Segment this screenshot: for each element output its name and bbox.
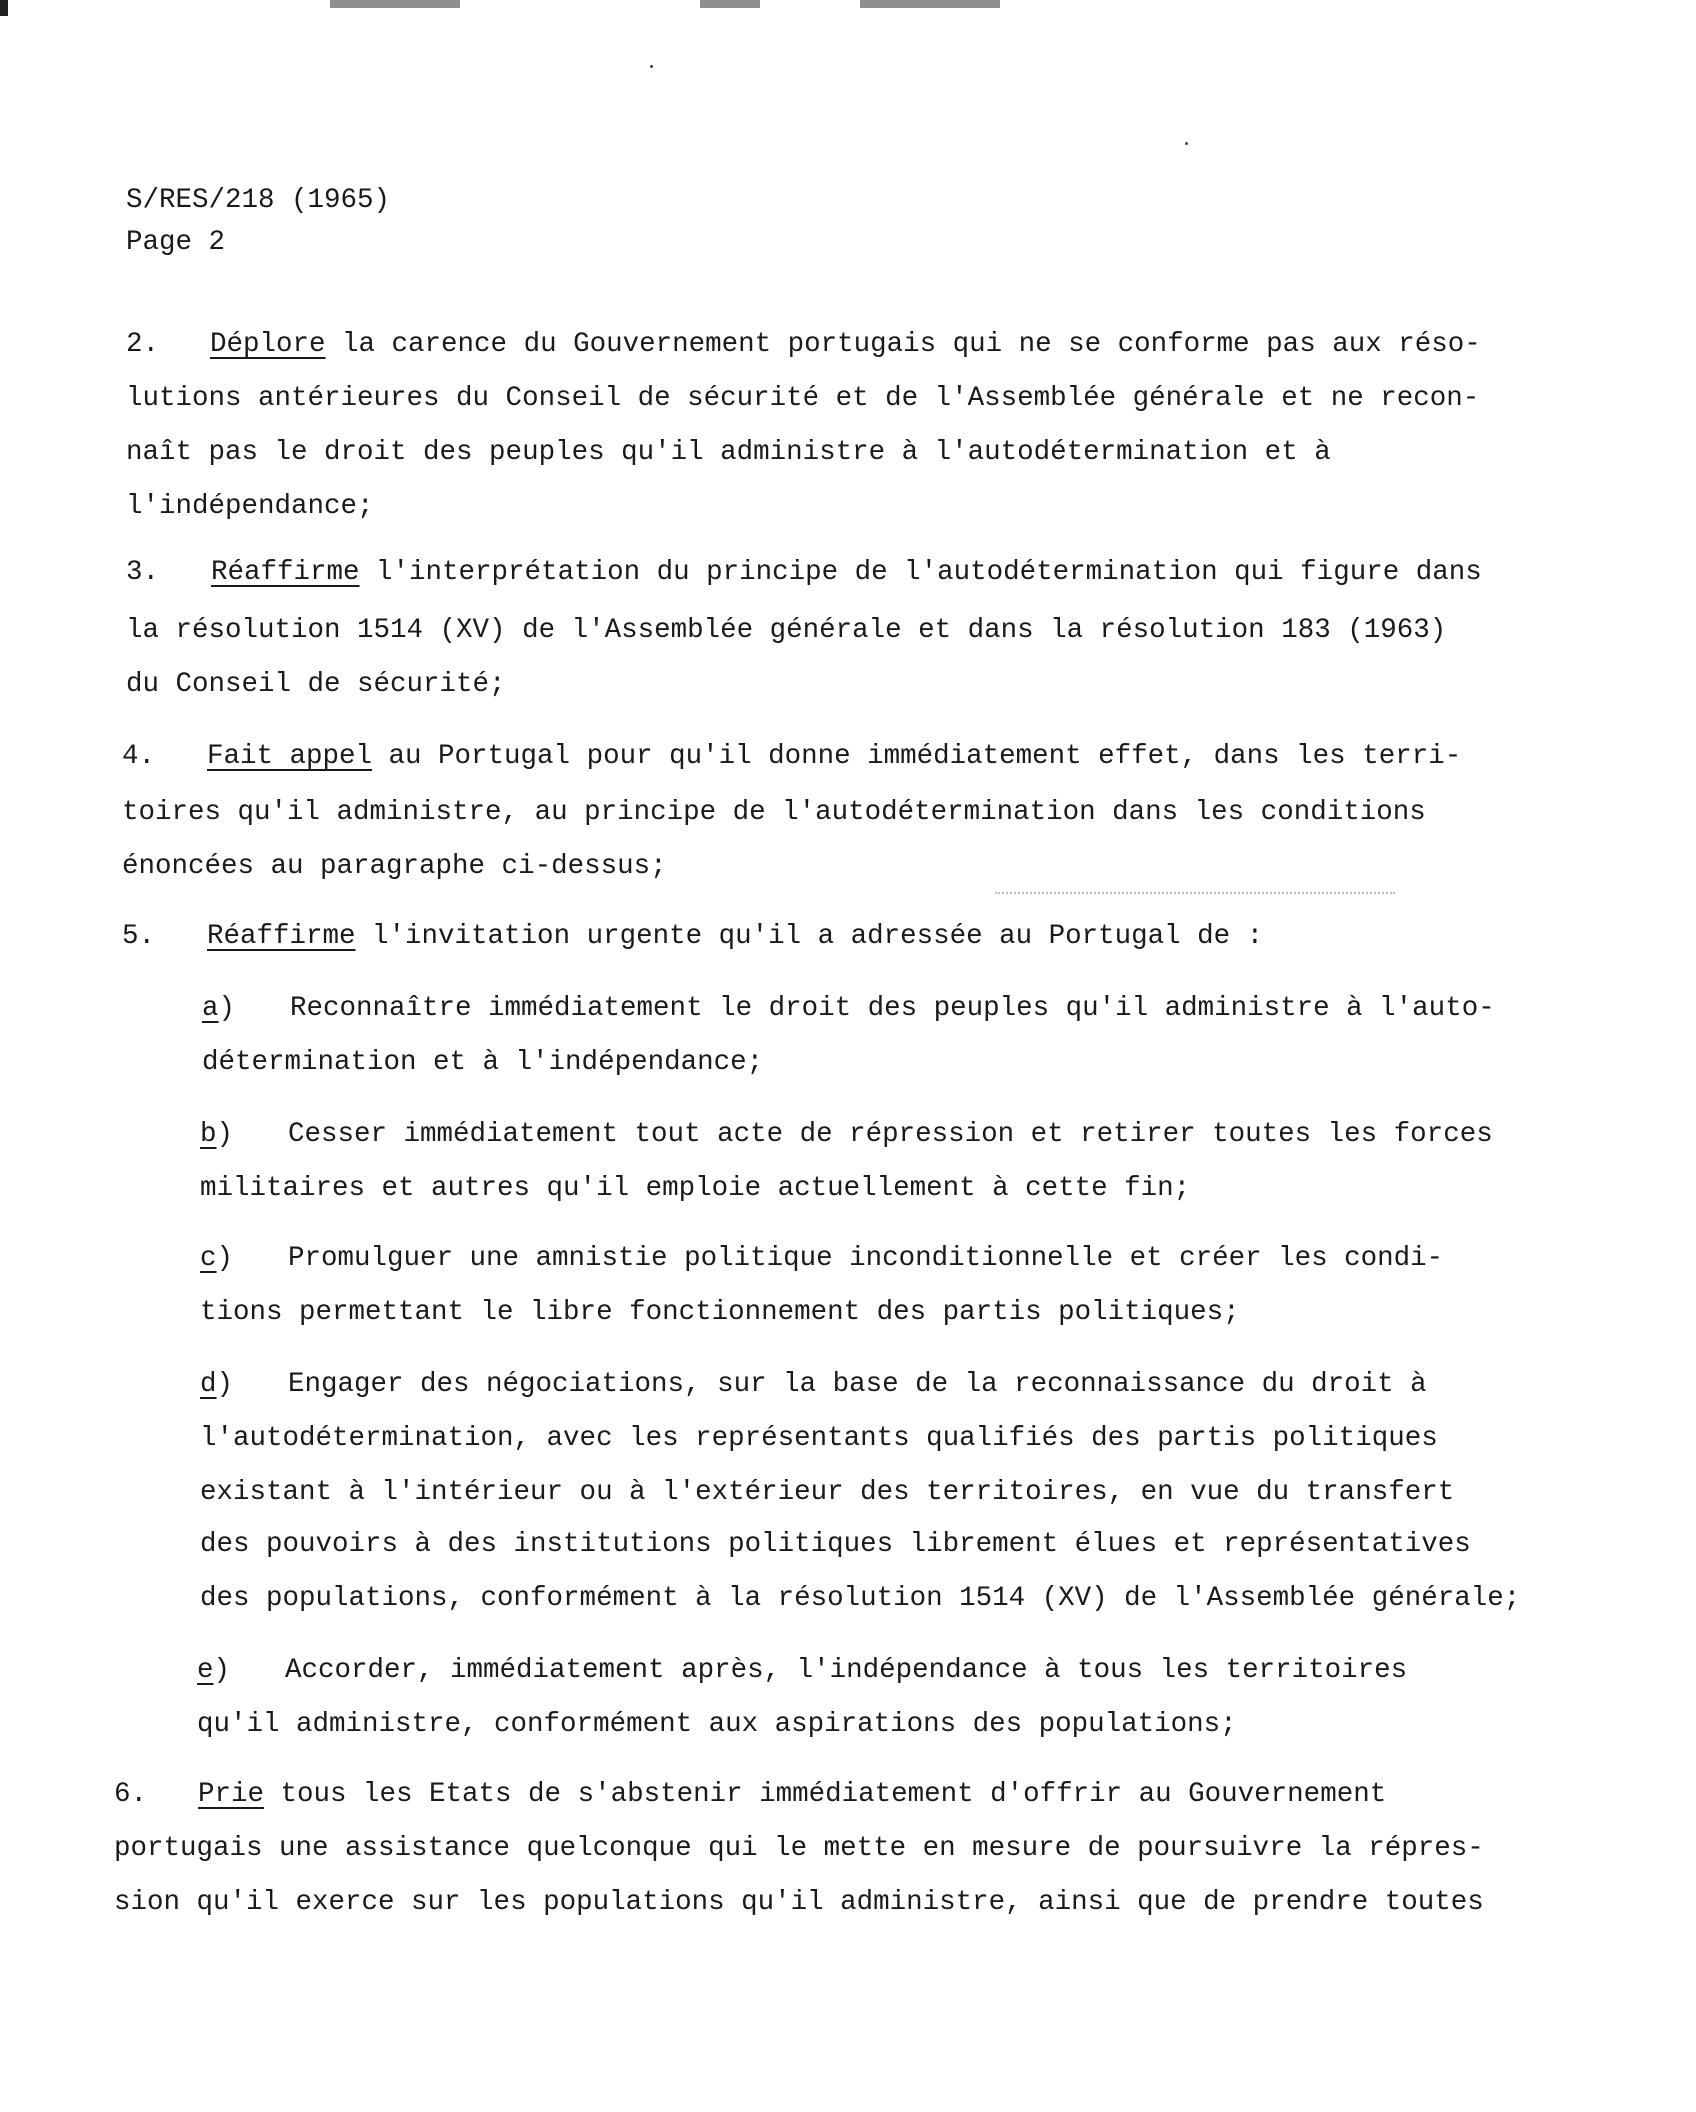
paragraph-number: 3. bbox=[126, 557, 160, 588]
subparagraph-c-line-2: tions permettant le libre fonctionnement des partis politiques; bbox=[200, 1297, 1240, 1328]
subparagraph-d-line-5: des populations, conformément à la résolution 1514 (XV) de l'Assemblée générale; bbox=[200, 1583, 1521, 1614]
subparagraph-b-line-2: militaires et autres qu'il emploie actuellement à cette fin; bbox=[200, 1173, 1191, 1204]
subparagraph-d-line-3: existant à l'intérieur ou à l'extérieur des territoires, en vue du transfert bbox=[200, 1477, 1455, 1508]
scan-edge-mark bbox=[330, 0, 460, 8]
document-header bbox=[126, 180, 390, 264]
paragraph-6-line-3: sion qu'il exerce sur les populations qu'il administre, ainsi que de prendre toutes bbox=[114, 1887, 1484, 1918]
subparagraph-e-line-1: e) Accorder, immédiatement après, l'indépendance à tous les territoires bbox=[197, 1655, 1408, 1686]
scan-dotted-artifact bbox=[995, 892, 1395, 895]
subparagraph-b-line-1: b) Cesser immédiatement tout acte de répression et retirer toutes les forces bbox=[200, 1119, 1493, 1150]
subparagraph-a-line-2: détermination et à l'indépendance; bbox=[202, 1047, 764, 1078]
paragraph-verb: Réaffirme bbox=[211, 557, 360, 588]
subparagraph-e-line-2: qu'il administre, conformément aux aspirations des populations; bbox=[197, 1709, 1237, 1740]
paragraph-6-line-2: portugais une assistance quelconque qui le mette en mesure de poursuivre la répres- bbox=[114, 1833, 1484, 1864]
paragraph-4-line-1: 4. Fait appel au Portugal pour qu'il donne immédiatement effet, dans les terri- bbox=[122, 730, 1461, 784]
paragraph-verb: Fait appel bbox=[207, 741, 373, 772]
subparagraph-d-line-2: l'autodétermination, avec les représentants qualifiés des partis politiques bbox=[200, 1423, 1438, 1454]
subparagraph-c-line-1: c) Promulguer une amnistie politique inconditionnelle et créer les condi- bbox=[200, 1243, 1444, 1274]
paragraph-verb: Déplore bbox=[210, 329, 326, 360]
subparagraph-label: a bbox=[202, 993, 219, 1024]
paragraph-3-line-1: 3. Réaffirme l'interprétation du principe de l'autodétermination qui figure dans bbox=[126, 546, 1482, 600]
paragraph-4-line-3: énoncées au paragraphe ci-dessus; bbox=[122, 851, 667, 882]
paragraph-3-line-2: la résolution 1514 (XV) de l'Assemblée générale et dans la résolution 183 (1963) bbox=[126, 615, 1447, 646]
scan-edge-mark bbox=[700, 0, 760, 8]
paragraph-number: 4. bbox=[122, 741, 156, 772]
paragraph-verb: Prie bbox=[198, 1779, 265, 1810]
paragraph-2-line-3: naît pas le droit des peuples qu'il administre à l'autodétermination et à bbox=[126, 437, 1331, 468]
paragraph-5-line-1: 5. Réaffirme l'invitation urgente qu'il a adressée au Portugal de : bbox=[122, 910, 1263, 964]
paragraph-3-line-3: du Conseil de sécurité; bbox=[126, 669, 506, 700]
paragraph-verb: Réaffirme bbox=[207, 921, 356, 952]
paragraph-number: 5. bbox=[122, 921, 156, 952]
scan-speck bbox=[1185, 142, 1188, 145]
subparagraph-label: d bbox=[200, 1369, 217, 1400]
paragraph-6-line-1: 6. Prie tous les Etats de s'abstenir immédiatement d'offrir au Gouvernement bbox=[114, 1768, 1386, 1822]
paragraph-number: 2. bbox=[126, 329, 160, 360]
page-number: Page 2 bbox=[126, 227, 226, 258]
subparagraph-d-line-1: d) Engager des négociations, sur la base de la reconnaissance du droit à bbox=[200, 1369, 1427, 1400]
subparagraph-label: c bbox=[200, 1243, 217, 1274]
paragraph-4-line-2: toires qu'il administre, au principe de l'autodétermination dans les conditions bbox=[122, 797, 1426, 828]
paragraph-2-line-2: lutions antérieures du Conseil de sécurité et de l'Assemblée générale et ne recon- bbox=[126, 383, 1480, 414]
scan-speck bbox=[650, 65, 653, 68]
subparagraph-label: b bbox=[200, 1119, 217, 1150]
scan-edge-mark bbox=[860, 0, 1000, 8]
subparagraph-a-line-1: a) Reconnaître immédiatement le droit des peuples qu'il administre à l'auto- bbox=[202, 993, 1495, 1024]
scan-corner-mark bbox=[0, 0, 8, 16]
subparagraph-d-line-4: des pouvoirs à des institutions politiques librement élues et représentatives bbox=[200, 1529, 1471, 1560]
paragraph-2-line-1: 2. Déplore la carence du Gouvernement portugais qui ne se conforme pas aux réso- bbox=[126, 318, 1481, 372]
paragraph-2-line-4: l'indépendance; bbox=[126, 491, 374, 522]
document-reference: S/RES/218 (1965) bbox=[126, 185, 391, 216]
paragraph-number: 6. bbox=[114, 1779, 148, 1810]
subparagraph-label: e bbox=[197, 1655, 214, 1686]
